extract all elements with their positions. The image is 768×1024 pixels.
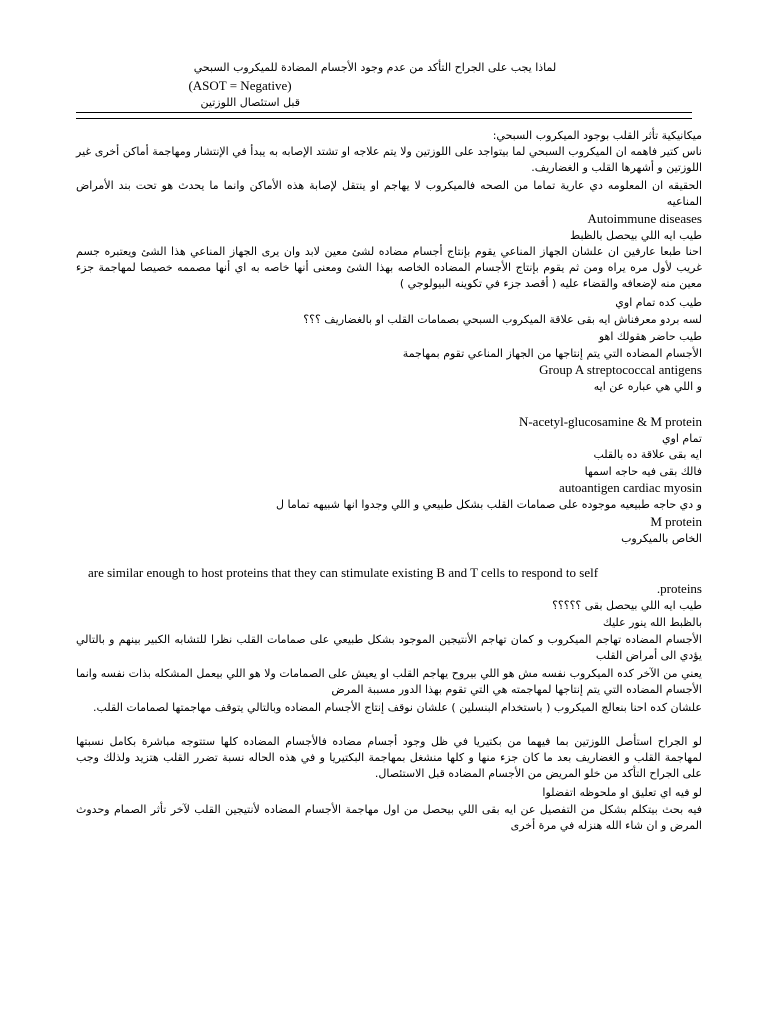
text-line: ايه بقى علاقة ده بالقلب xyxy=(593,448,702,461)
autoimmune-term: Autoimmune diseases xyxy=(587,211,702,226)
text-line: لو فيه اي تعليق او ملحوظه اتفضلوا xyxy=(542,786,702,799)
paragraph: الحقيقه ان المعلومه دي عارية تماما من الصحه فالميكروب لا يهاجم او ينتقل لإصابة هذه الأماكن وانما ما يحدث هو تحت بند الأمراض المناعيه xyxy=(76,179,702,208)
paragraph: فيه بحث بيتكلم بشكل من التفصيل عن ايه بقى اللي بيحصل من اول مهاجمة الأجسام المضاده لأنتيجين القلب لآخر تأثر الصمام وحدوث المرض و ان شاء الله هنزله في مرة أخرى xyxy=(76,803,702,832)
text-line: الخاص بالميكروب xyxy=(621,532,702,545)
text-line: طيب حاضر هقولك اهو xyxy=(598,330,702,343)
text-line: و دي حاجه طبيعيه موجوده على صمامات القلب بشكل طبيعي و اللي وجدوا انها شبيهه تماما ل xyxy=(276,498,702,511)
text-line: فالك بقى فيه حاجه اسمها xyxy=(584,465,702,478)
text-line: و اللي هي عباره عن ايه xyxy=(593,380,702,393)
english-sentence: are similar enough to host proteins that they can stimulate existing B and T cells to respond to self xyxy=(88,565,599,580)
group-a-term: Group A streptococcal antigens xyxy=(539,362,702,377)
text-line: طيب ايه اللي بيحصل بالظبط xyxy=(570,229,702,242)
english-sentence-end: .proteins xyxy=(656,581,702,596)
paragraph: يعني من الآخر كده الميكروب نفسه مش هو اللي بيروح يهاجم القلب او يعيش على الصمامات ولا هو اللي بيعمل المشكله بذات نفسه وانما الأجسام المضاده التي يتم إنتاجها لمهاجمته هي التي تقوم بهذا الدور مسببة المرض xyxy=(76,667,702,696)
paragraph: لو الجراح استأصل اللوزتين بما فيهما من بكتيريا في ظل وجود أجسام مضاده فالأجسام المضاده كلها ستتوجه مباشرة بكامل نسبتها لمهاجمة القلب و الغضاريف بعد ما كان جزء منها و كلها منشغل بمهاجمة البكتيريا و في هذه الحاله نسبة تضرر القلب هتزيد ولذلك وجب على الجراح التأكد من خلو المريض من الأجسام المضاده قبل الاستئصال. xyxy=(76,735,702,780)
text-line: بالظبط الله ينور عليك xyxy=(602,616,702,629)
paragraph: احنا طبعا عارفين ان علشان الجهاز المناعي يقوم بإنتاج أجسام مضاده لشئ معين لابد وان يرى الجهاز المناعي هذا الشئ ويعتبره جسم غريب لأول مره يراه ومن ثم يقوم بإنتاج الأجسام المضاده الخاصه بهذا الشئ ومعنى أنها خاصه به اي أنها مصممه خصيصا لمهاجمة جزء معين منه لإضعافه والقضاء عليه ( أقصد جزء في تكوينه البيولوجي ) xyxy=(76,245,702,290)
asot-label: (ASOT = Negative) xyxy=(188,78,292,93)
cardiac-myosin-term: autoantigen cardiac myosin xyxy=(559,480,702,495)
text-line: الأجسام المضاده التي يتم إنتاجها من الجهاز المناعي تقوم بمهاجمة xyxy=(402,347,702,360)
double-separator xyxy=(76,112,692,119)
document-title: لماذا يجب على الجراح التأكد من عدم وجود الأجسام المضادة للميكروب السبحي xyxy=(193,61,557,74)
section-heading: ميكانيكية تأثر القلب بوجود الميكروب السبحي: xyxy=(492,129,702,142)
nacetyl-term: N-acetyl-glucosamine & M protein xyxy=(518,414,702,429)
text-line: طيب ايه اللي بيحصل بقى ؟؟؟؟؟ xyxy=(552,599,702,612)
text-line: لسه بردو معرفناش ايه بقى علاقة الميكروب السبحي بصمامات القلب او بالغضاريف ؟؟؟ xyxy=(303,313,702,326)
text-line: تمام اوي xyxy=(661,432,702,445)
paragraph: الأجسام المضاده تهاجم الميكروب و كمان تهاجم الأنتيجين الموجود بشكل طبيعي على صمامات القلب نظرا للتشابه الكبير بينهم و بالتالي يؤدي الى أمراض القلب xyxy=(76,633,702,662)
m-protein-term: M protein xyxy=(650,514,702,529)
paragraph: علشان كده احنا بنعالج الميكروب ( باستخدام البنسلين ) علشان نوقف إنتاج الأجسام المضاده وبالتالي يتوقف مهاجمتها لصمامات القلب. xyxy=(93,701,702,714)
text-line: طيب كده تمام اوي xyxy=(615,296,702,309)
paragraph: ناس كتير فاهمه ان الميكروب السبحي لما بيتواجد على اللوزتين ولا يتم علاجه او تشتد الإصابه به يبدأ في الإنتشار ومهاجمة أماكن أخرى غير اللوزتين و أشهرها القلب و الغضاريف. xyxy=(76,145,702,174)
document-subtitle: قبل استئصال اللوزتين xyxy=(200,96,300,109)
